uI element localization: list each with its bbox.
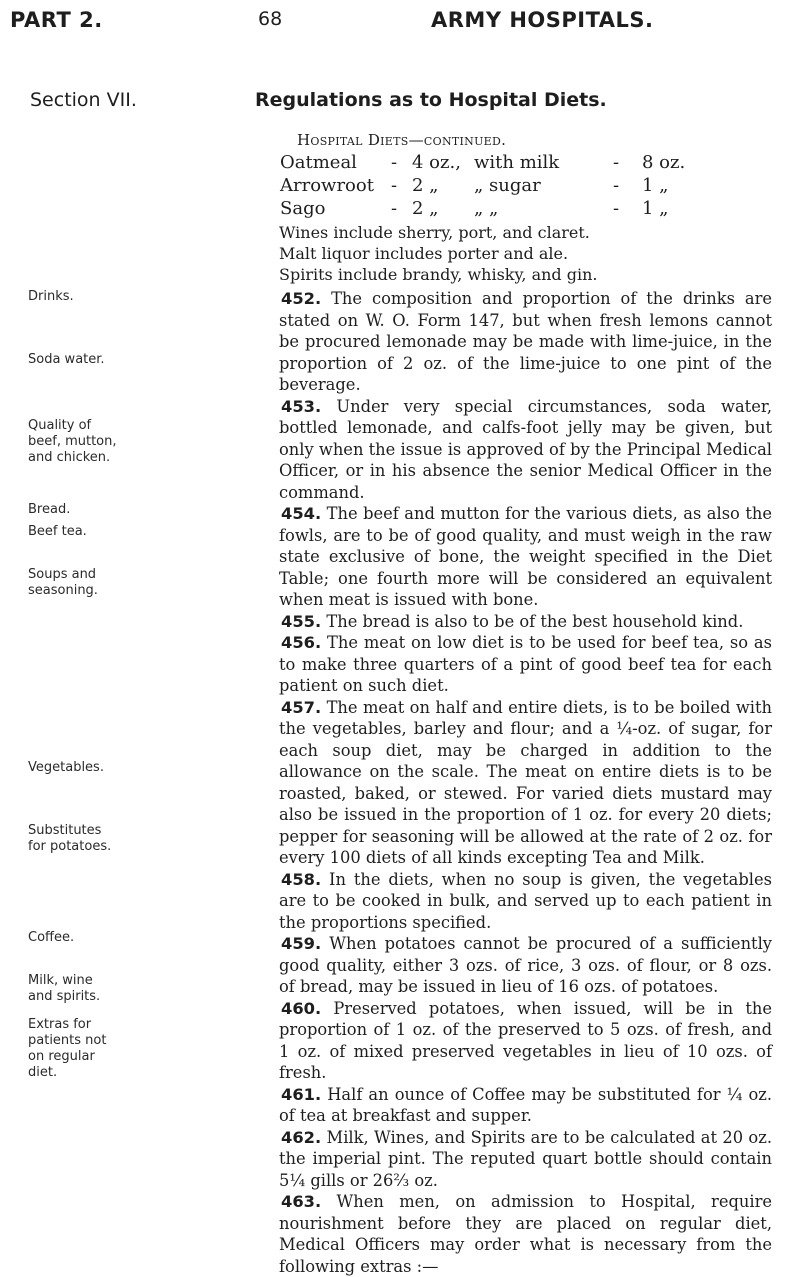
paragraph-number: 462. <box>281 1127 322 1147</box>
paragraph-457 <box>279 697 772 869</box>
margin-notes <box>0 0 117 1262</box>
margin-note-vegetables: Vegetables. <box>28 760 104 775</box>
paragraph-number: 463. <box>281 1192 322 1211</box>
diet-table <box>280 152 760 221</box>
section-heading <box>0 89 801 117</box>
table-row <box>280 198 760 221</box>
paragraph-456 <box>279 632 772 697</box>
diet-with: „ sugar <box>474 175 541 196</box>
paragraph-number: 461. <box>281 1084 322 1104</box>
paragraph-text: When potatoes cannot be procured of a sufficiently good quality, either 3 ozs. of rice, 3 ozs. of flour, or 8 ozs. of bread, may be issued in lieu of 16 ozs. of potatoes. <box>279 934 772 996</box>
margin-note-beef-tea: Beef tea. <box>28 524 87 539</box>
paragraph-text: The composition and proportion of the drinks are stated on W. O. Form 147, but when fresh lemons cannot be procured lemonade may be made with lime-juice, in the proportion of 2 oz. of the lime-juice to one pint of the beverage. <box>279 289 772 394</box>
note-malt-liquor: Malt liquor includes porter and ale. <box>279 244 569 263</box>
paragraph-text: The beef and mutton for the various diets, as also the fowls, are to be of good quality, and must weigh in the raw state exclusive of bone, the weight specified in the Diet Table; one fourth more will be considered an equivalent when meat is issued with bone. <box>279 504 772 609</box>
margin-note-extras: Extras for patients not on regular diet. <box>28 1017 107 1080</box>
section-title: Regulations as to Hospital Diets. <box>255 89 607 111</box>
section-label: Section VII. <box>30 89 137 111</box>
margin-note-drinks: Drinks. <box>28 289 74 304</box>
paragraph-number: 460. <box>281 998 322 1018</box>
diet-item: Arrowroot <box>280 175 374 196</box>
margin-note-soups: Soups and seasoning. <box>28 567 98 598</box>
diet-amount: 1 „ <box>642 198 669 219</box>
part-label: PART 2. <box>10 8 103 32</box>
margin-note-meat-quality: Quality of beef, mutton, and chicken. <box>28 418 117 465</box>
paragraph-452 <box>279 288 772 396</box>
note-wines: Wines include sherry, port, and claret. <box>279 223 590 242</box>
page-header <box>0 8 801 36</box>
diet-item: Sago <box>280 198 326 219</box>
page-number: 68 <box>258 8 283 30</box>
margin-note-milk-wine: Milk, wine and spirits. <box>28 973 101 1004</box>
diet-quantity: 2 „ <box>412 175 439 196</box>
diet-dash: - <box>613 152 620 173</box>
table-caption: Hospital Diets—continued. <box>297 131 507 149</box>
paragraph-453 <box>279 396 772 504</box>
diet-quantity: 4 oz., <box>412 152 461 173</box>
paragraph-text: Under very special circumstances, soda water, bottled lemonade, and calfs-foot jelly may be given, but only when the issue is approved of by the Principal Medical Officer, or in his absence the senior Medical Officer in the command. <box>279 396 772 502</box>
diet-dash: - <box>391 198 398 219</box>
paragraph-number: 452. <box>281 289 322 308</box>
paragraph-number: 459. <box>281 934 322 953</box>
diet-quantity: 2 „ <box>412 198 439 219</box>
running-title: ARMY HOSPITALS. <box>431 8 654 32</box>
regulations-body <box>279 288 772 1277</box>
diet-amount: 8 oz. <box>642 152 686 173</box>
paragraph-text: In the diets, when no soup is given, the vegetables are to be cooked in bulk, and served up to each patient in the proportions specified. <box>279 869 772 932</box>
paragraph-text: When men, on admission to Hospital, require nourishment before they are placed on regular diet, Medical Officers may order what is necessary from the following extras :— <box>279 1192 772 1276</box>
margin-note-substitutes: Substitutes for potatoes. <box>28 823 112 854</box>
paragraph-text: The meat on half and entire diets, is to be boiled with the vegetables, barley and flour; and a ¼-oz. of sugar, for each soup diet, may be charged in addition to the allowance on the scale. The meat on entire diets is to be roasted, baked, or stewed. For varied diets mustard may also be issued in the proportion of 1 oz. for every 20 diets; pepper for seasoning will be allowed at the rate of 2 oz. for every 100 diets of all kinds excepting Tea and Milk. <box>279 697 772 867</box>
table-notes <box>279 223 759 286</box>
diet-dash: - <box>391 152 398 173</box>
paragraph-454 <box>279 503 772 611</box>
table-row <box>280 152 760 175</box>
margin-note-bread: Bread. <box>28 502 71 517</box>
paragraph-463 <box>279 1191 772 1277</box>
diet-with: „ „ <box>474 198 499 219</box>
paragraph-text: The bread is also to be of the best household kind. <box>321 611 744 631</box>
paragraph-text: The meat on low diet is to be used for beef tea, so as to make three quarters of a pint of good beef tea for each patient on such diet. <box>279 633 772 695</box>
table-row <box>280 175 760 198</box>
paragraph-458 <box>279 869 772 934</box>
paragraph-number: 453. <box>281 396 322 416</box>
paragraph-text: Half an ounce of Coffee may be substituted for ¼ oz. of tea at breakfast and supper. <box>279 1084 772 1125</box>
paragraph-text: Preserved potatoes, when issued, will be in the proportion of 1 oz. of the preserved to 5 ozs. of fresh, and 1 oz. of mixed preserved vegetables in lieu of 10 ozs. of fresh. <box>279 998 772 1082</box>
paragraph-number: 456. <box>281 633 322 652</box>
paragraph-462 <box>279 1127 772 1192</box>
paragraph-number: 454. <box>281 504 322 523</box>
margin-note-coffee: Coffee. <box>28 930 75 945</box>
diet-dash: - <box>391 175 398 196</box>
paragraph-text: Milk, Wines, and Spirits are to be calculated at 20 oz. the imperial pint. The reputed quart bottle should contain 5¼ gills or 26⅔ oz. <box>279 1127 772 1190</box>
diet-with: with milk <box>474 152 560 173</box>
diet-item: Oatmeal <box>280 152 357 173</box>
paragraph-number: 455. <box>281 611 322 631</box>
paragraph-455 <box>279 611 772 633</box>
diet-amount: 1 „ <box>642 175 669 196</box>
margin-note-soda-water: Soda water. <box>28 352 105 367</box>
paragraph-461 <box>279 1084 772 1127</box>
paragraph-459 <box>279 933 772 998</box>
diet-dash: - <box>613 198 620 219</box>
paragraph-number: 457. <box>281 697 322 717</box>
note-spirits: Spirits include brandy, whisky, and gin. <box>279 265 598 284</box>
paragraph-460 <box>279 998 772 1084</box>
diet-dash: - <box>613 175 620 196</box>
paragraph-number: 458. <box>281 869 322 889</box>
